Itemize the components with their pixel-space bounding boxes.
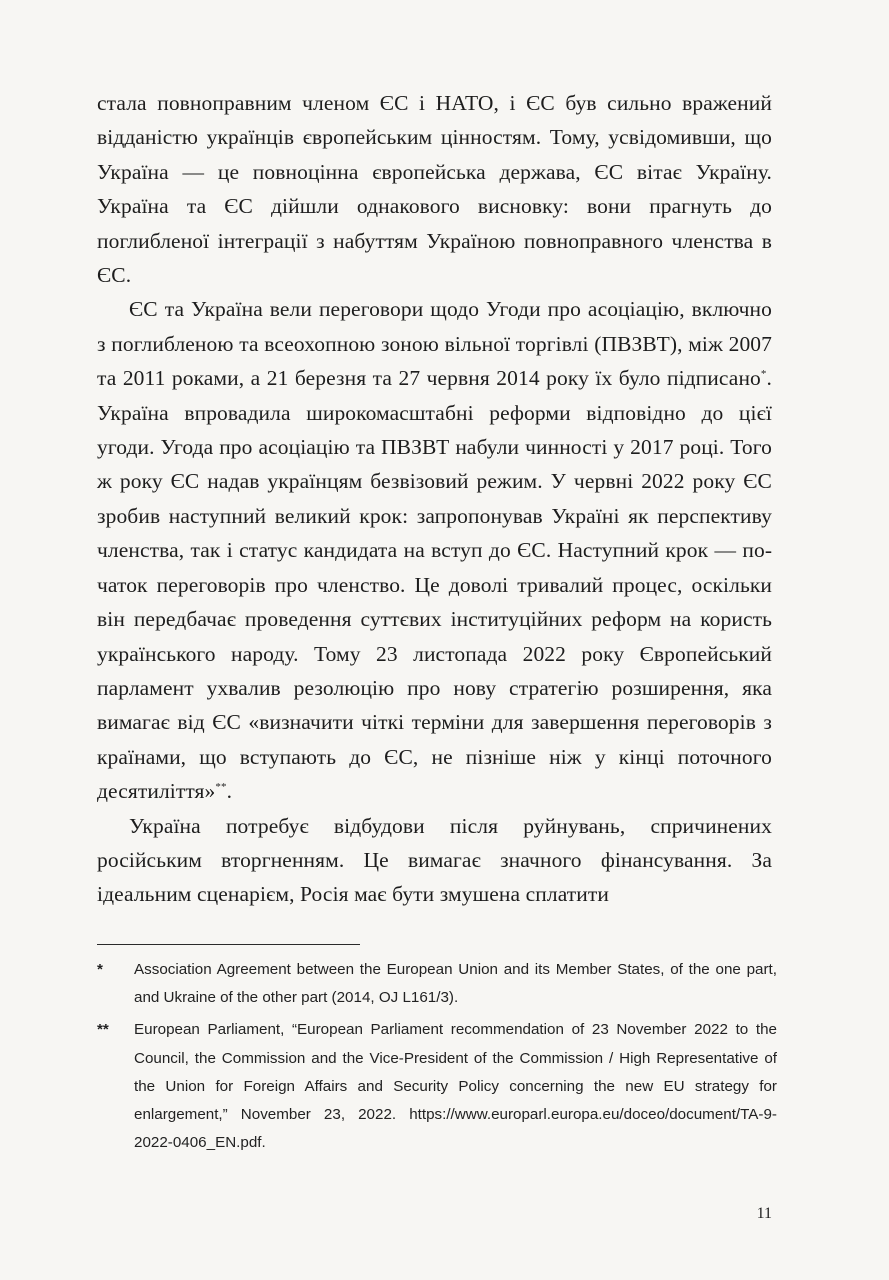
footnote-2 <box>97 1016 777 1157</box>
footnote-divider <box>97 944 360 945</box>
paragraph-2-part-1: ЄС та Україна вели переговори щодо Угоди про асоціацію, включно з поглибленою та всеохопною зоною вільної торгівлі (ПВЗВТ), між 2007 та 2011 роками, а 21 березня та 27 червня 2014 року їх було підписано <box>97 297 772 391</box>
footnote-ref-1[interactable]: * <box>760 368 767 381</box>
footnote-text-2: European Parliament, “European Parliament recommendation of 23 November 2022 to the Council, the Commission and the Vice-President of the Commission / High Representative of the Union for Foreign Affairs and Security Policy concerning the new EU strategy for enlargement,” November 23, 2022. https://www.europarl.europa.eu/doceo/document/TA-9-2022-0406_EN.pdf. <box>134 1021 777 1152</box>
paragraph-2-part-3: . <box>226 779 233 804</box>
paragraph-2 <box>97 292 772 808</box>
footnote-mark-1: * <box>97 961 103 978</box>
footnote-text-1: Association Agreement between the European Union and its Member States, of the one part, and Ukraine of the other part (2014, OJ L161/3). <box>134 961 777 1007</box>
body-text <box>97 86 772 912</box>
page-number: 11 <box>756 1205 772 1222</box>
footnote-ref-2[interactable]: ** <box>215 781 227 794</box>
footnote-mark-2: ** <box>97 1021 109 1039</box>
paragraph-2-part-2: . Україна впровадила широкомасштабні реформи відповідно до цієї угоди. Угода про асоціацію та ПВЗВТ набули чинності у 2017 році. Того ж року ЄС надав українцям безвізовий режим. У червні 2022 року ЄС зробив наступний великий крок: запропонував Україні як перспективу членства, так і статус кандидата на вступ до ЄС. Наступний крок — початок переговорів про членство. Це доволі тривалий процес, оскільки він передбачає проведення суттєвих інституційних реформ на користь українського народу. Тому 23 листопада 2022 року Європейський парламент ухвалив резолюцію про нову стратегію розширення, яка вимагає від ЄС «визначити чіткі терміни для завершення переговорів з країнами, що вступають до ЄС, не пізніше ніж у кінці поточного десятиліття» <box>97 366 772 804</box>
footnotes <box>97 956 777 1161</box>
paragraph-1: стала повноправним членом ЄС і НАТО, і ЄС був сильно вражений відданістю українців європейським цінностям. Тому, усвідомивши, що Україна — це повноцінна європейська держава, ЄС вітає Україну. Україна та ЄС дійшли однакового висновку: вони прагнуть до поглибленої інтеграції з набуттям Україною повноправного членства в ЄС. <box>97 91 772 288</box>
footnote-1 <box>97 956 777 1012</box>
paragraph-3: Україна потребує відбудови після руйнувань, спричинених російським вторгненням. Це вимагає значного фінансування. За ідеальним сценарієм, Росія має бути змушена сплатити <box>97 813 772 907</box>
